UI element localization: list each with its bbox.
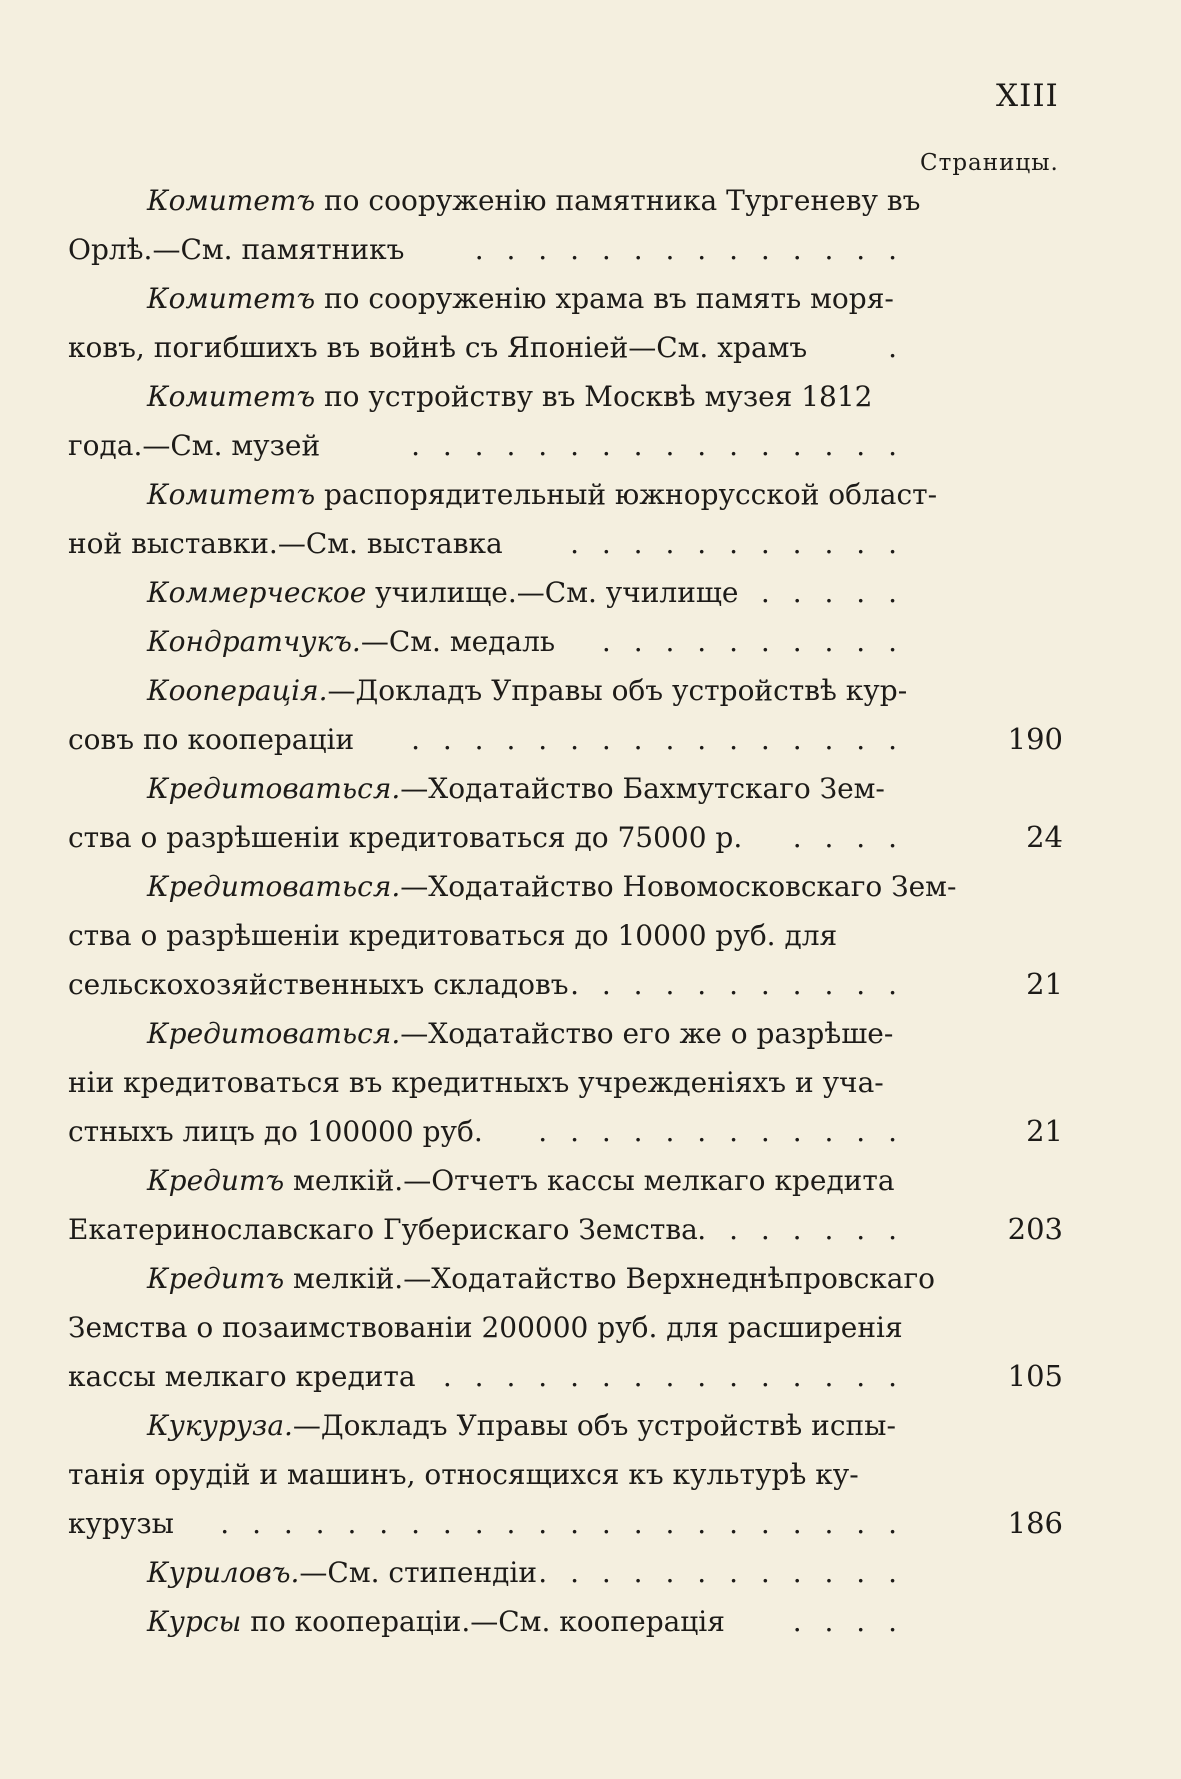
entry-line bbox=[68, 960, 1063, 1009]
leader-dots: . . . . . . . . . . . . . . . . bbox=[411, 429, 904, 462]
entry-body: курузы bbox=[68, 1507, 174, 1540]
entry-body: —См. стипендіи bbox=[299, 1556, 538, 1589]
index-entry bbox=[68, 1156, 1063, 1254]
entry-line bbox=[68, 1499, 1063, 1548]
entry-text bbox=[147, 372, 872, 421]
page-number: 105 bbox=[1007, 1359, 1063, 1393]
entry-body: —Докладъ Управы объ устройствѣ испы- bbox=[292, 1409, 896, 1442]
leader-dots: . . . . . . . . . . . . . . . . bbox=[411, 723, 904, 756]
index-entry bbox=[68, 666, 1063, 764]
entry-line bbox=[68, 470, 1063, 519]
entry-line bbox=[68, 176, 1063, 225]
leader-dots: . . . . . . . . . . bbox=[601, 625, 904, 658]
entry-text bbox=[147, 1254, 935, 1303]
entry-line bbox=[68, 715, 1063, 764]
entry-line bbox=[68, 568, 1063, 617]
entry-text bbox=[147, 470, 937, 519]
entry-line bbox=[68, 1058, 1063, 1107]
index-entry bbox=[68, 372, 1063, 470]
entry-text bbox=[68, 1058, 884, 1107]
entry-text bbox=[147, 1009, 893, 1058]
entry-text bbox=[68, 1450, 859, 1499]
index-entry bbox=[68, 617, 1063, 666]
leader-dots: . . . . . . . . . . . . bbox=[538, 1556, 904, 1589]
index-entry bbox=[68, 274, 1063, 372]
entry-body: —Ходатайство Бахмутскаго Зем- bbox=[400, 772, 885, 805]
entry-heading: Кооперація. bbox=[147, 674, 328, 707]
entry-text bbox=[147, 176, 920, 225]
entry-text bbox=[147, 666, 907, 715]
entry-body: по коопераціи.—См. кооперація bbox=[241, 1605, 725, 1638]
entry-body: училище.—См. училище bbox=[366, 576, 739, 609]
entry-line bbox=[68, 1450, 1063, 1499]
index-entry bbox=[68, 568, 1063, 617]
entry-line bbox=[68, 666, 1063, 715]
index-entry bbox=[68, 176, 1063, 274]
entry-line bbox=[68, 1009, 1063, 1058]
entry-body: стныхъ лицъ до 100000 руб. bbox=[68, 1115, 483, 1148]
entry-text bbox=[68, 1303, 903, 1352]
entry-body: ковъ, погибшихъ въ войнѣ съ Японіей—См. храмъ bbox=[68, 331, 808, 364]
entry-line bbox=[68, 764, 1063, 813]
entry-body: ства о разрѣшеніи кредитоваться до 75000 р. bbox=[68, 821, 743, 854]
entry-heading: Кредитъ bbox=[147, 1164, 285, 1197]
entry-line bbox=[68, 225, 1063, 274]
entry-line bbox=[68, 372, 1063, 421]
entry-body: ства о разрѣшеніи кредитоваться до 10000 руб. для bbox=[68, 919, 838, 952]
entry-line bbox=[68, 617, 1063, 666]
entry-heading: Комитетъ bbox=[147, 380, 316, 413]
entry-body: года.—См. музей bbox=[68, 429, 321, 462]
entry-body: танія орудій и машинъ, относящихся къ культурѣ ку- bbox=[68, 1458, 859, 1491]
entry-text bbox=[147, 764, 885, 813]
page-number: 24 bbox=[1026, 820, 1063, 854]
leader-dots: . . . . . . . . . . . . bbox=[538, 1115, 904, 1148]
entry-heading: Кредитоваться. bbox=[147, 1017, 401, 1050]
entry-heading: Кредитоваться. bbox=[147, 772, 401, 805]
page-number: 186 bbox=[1007, 1506, 1063, 1540]
entry-line bbox=[68, 1156, 1063, 1205]
entry-heading: Кредитоваться. bbox=[147, 870, 401, 903]
page-number: 21 bbox=[1026, 967, 1063, 1001]
index-entry bbox=[68, 1254, 1063, 1401]
entry-body: по устройству въ Москвѣ музея 1812 bbox=[315, 380, 873, 413]
entry-body: по сооруженію храма въ память моря- bbox=[315, 282, 894, 315]
leader-dots: . . . . . . . bbox=[697, 1213, 904, 1246]
page-number: 190 bbox=[1007, 722, 1063, 756]
entry-text bbox=[147, 1156, 895, 1205]
entry-line bbox=[68, 1205, 1063, 1254]
entry-heading: Кукуруза. bbox=[147, 1409, 293, 1442]
leader-dots: . . . . . . . . . . . bbox=[570, 968, 904, 1001]
pages-column-heading: Страницы. bbox=[920, 150, 1059, 176]
entry-line bbox=[68, 1352, 1063, 1401]
entry-line bbox=[68, 1548, 1063, 1597]
leader-dots: . . . . . . . . . . . . . . . . . . . . . . bbox=[220, 1507, 904, 1540]
entry-body: Екатеринославскаго Губерискаго Земства bbox=[68, 1213, 698, 1246]
index-entry bbox=[68, 1548, 1063, 1597]
entry-body: ной выставки.—См. выставка bbox=[68, 527, 503, 560]
index-entry bbox=[68, 470, 1063, 568]
entry-body: сельскохозяйственныхъ складовъ bbox=[68, 968, 569, 1001]
entry-line bbox=[68, 911, 1063, 960]
entry-line bbox=[68, 323, 1063, 372]
index-entry bbox=[68, 1597, 1063, 1646]
entry-text bbox=[147, 1401, 896, 1450]
entry-text bbox=[147, 274, 894, 323]
leader-dots: . . . . bbox=[792, 821, 904, 854]
entry-heading: Курсы bbox=[147, 1605, 242, 1638]
entry-line bbox=[68, 274, 1063, 323]
entry-line bbox=[68, 813, 1063, 862]
entry-body: мелкій.—Ходатайство Верхнеднѣпровскаго bbox=[284, 1262, 935, 1295]
page-folio: XIII bbox=[996, 78, 1059, 114]
entry-text bbox=[147, 862, 956, 911]
entry-body: ніи кредитоваться въ кредитныхъ учрежденіяхъ и уча- bbox=[68, 1066, 884, 1099]
entry-line bbox=[68, 1597, 1063, 1646]
leader-dots: . . . . . . . . . . . bbox=[570, 527, 904, 560]
entry-heading: Куриловъ. bbox=[147, 1556, 300, 1589]
entry-body: Орлѣ.—См. памятникъ bbox=[68, 233, 405, 266]
entry-text bbox=[68, 911, 837, 960]
entry-body: Земства о позаимствованіи 200000 руб. для расширенія bbox=[68, 1311, 903, 1344]
index-entry bbox=[68, 764, 1063, 862]
leader-dots: . . . . bbox=[792, 1605, 904, 1638]
leader-dots: . . . . . . . . . . . . . . bbox=[474, 233, 904, 266]
entry-heading: Кредитъ bbox=[147, 1262, 285, 1295]
entry-body: кассы мелкаго кредита bbox=[68, 1360, 416, 1393]
entry-body: —Докладъ Управы объ устройствѣ кур- bbox=[327, 674, 908, 707]
entry-heading: Комитетъ bbox=[147, 282, 316, 315]
page-number: 203 bbox=[1007, 1212, 1063, 1246]
entry-body: распорядительный южнорусской област- bbox=[315, 478, 938, 511]
leader-dots: . . . . . bbox=[760, 576, 904, 609]
index-entry bbox=[68, 1401, 1063, 1548]
leader-dots: . . . . . . . . . . . . . . . bbox=[442, 1360, 904, 1393]
entry-line bbox=[68, 1303, 1063, 1352]
index-entry bbox=[68, 1009, 1063, 1156]
index-entry bbox=[68, 862, 1063, 1009]
entry-heading: Кондратчукъ. bbox=[147, 625, 361, 658]
entry-body: по сооруженію памятника Тургеневу въ bbox=[315, 184, 921, 217]
entry-line bbox=[68, 862, 1063, 911]
entry-body: —Ходатайство его же о разрѣше- bbox=[400, 1017, 894, 1050]
entry-heading: Комитетъ bbox=[147, 184, 316, 217]
index-entries bbox=[68, 176, 1063, 1646]
entry-heading: Комитетъ bbox=[147, 478, 316, 511]
page-number: 21 bbox=[1026, 1114, 1063, 1148]
leader-dots: . bbox=[888, 331, 904, 364]
entry-body: —Ходатайство Новомосковскаго Зем- bbox=[400, 870, 957, 903]
entry-line bbox=[68, 1254, 1063, 1303]
entry-body: совъ по коопераціи bbox=[68, 723, 355, 756]
entry-line bbox=[68, 1107, 1063, 1156]
entry-body: мелкій.—Отчетъ кассы мелкаго кредита bbox=[284, 1164, 895, 1197]
entry-line bbox=[68, 1401, 1063, 1450]
entry-body: —См. медаль bbox=[360, 625, 556, 658]
entry-line bbox=[68, 519, 1063, 568]
entry-heading: Коммерческое bbox=[147, 576, 367, 609]
entry-line bbox=[68, 421, 1063, 470]
